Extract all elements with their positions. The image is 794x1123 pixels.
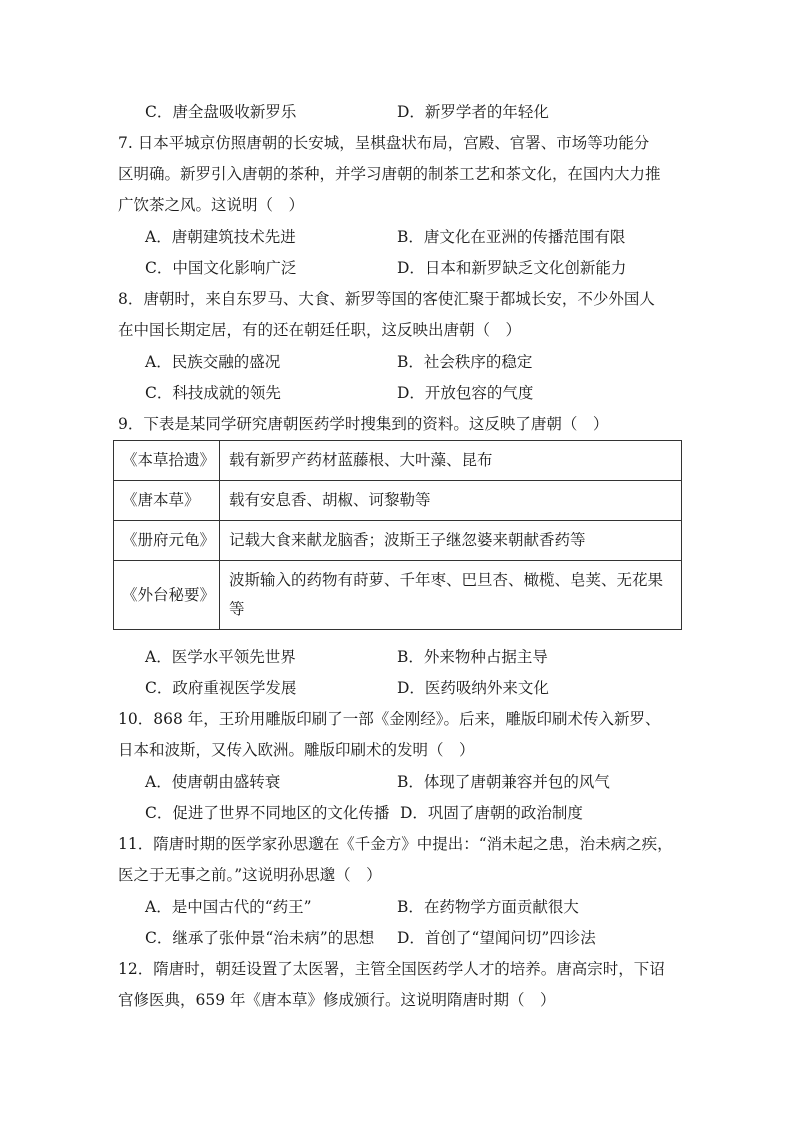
question-text: 10．868 年，王玠用雕版印刷了一部《金刚经》。后来，雕版印刷术传入新罗、 (118, 710, 661, 728)
option-d: D．新罗学者的年轻化 (397, 103, 549, 121)
option-b: B．在药物学方面贡献很大 (397, 898, 579, 916)
option-c: C．科技成就的领先 (145, 384, 281, 402)
option-b: B．体现了唐朝兼容并包的风气 (397, 773, 610, 791)
option-b: B．外来物种占据主导 (397, 648, 548, 666)
table-cell-content: 波斯输入的药物有莳萝、千年枣、巴旦杏、橄榄、皂荚、无花果等 (220, 561, 682, 630)
option-c: C．继承了张仲景“治未病”的思想 (145, 929, 375, 947)
materials-table (113, 440, 682, 630)
option-b: B．社会秩序的稳定 (397, 353, 533, 371)
option-a: A．医学水平领先世界 (145, 648, 296, 666)
option-a: A．唐朝建筑技术先进 (145, 228, 296, 246)
question-text: 7. 日本平城京仿照唐朝的长安城，呈棋盘状布局，宫殿、官署、市场等功能分 (118, 134, 650, 152)
option-a: A．民族交融的盛况 (145, 353, 281, 371)
question-text: 官修医典，659 年《唐本草》修成颁行。这说明隋唐时期（ ） (118, 991, 556, 1009)
option-a: A．是中国古代的“药王” (145, 898, 312, 916)
table-cell-content: 载有新罗产药材蓝藤根、大叶藻、昆布 (220, 441, 682, 481)
option-c: C．唐全盘吸收新罗乐 (145, 103, 297, 121)
question-text: 9．下表是某同学研究唐朝医药学时搜集到的资料。这反映了唐朝（ ） (118, 415, 609, 433)
option-b: B．唐文化在亚洲的传播范围有限 (397, 228, 626, 246)
option-c: C．政府重视医学发展 (145, 679, 297, 697)
question-text: 区明确。新罗引入唐朝的茶种，并学习唐朝的制茶工艺和茶文化，在国内大力推 (118, 165, 661, 183)
table-cell-content: 记载大食来献龙脑香；波斯王子继忽婆来朝献香药等 (220, 521, 682, 561)
question-text: 8．唐朝时，来自东罗马、大食、新罗等国的客使汇聚于都城长安，不少外国人 (118, 290, 655, 308)
table-cell-book: 《外台秘要》 (114, 561, 220, 630)
table-row (114, 521, 682, 561)
table-row (114, 441, 682, 481)
table-row (114, 481, 682, 521)
question-text: 日本和波斯，又传入欧洲。雕版印刷术的发明（ ） (118, 741, 475, 759)
table-cell-book: 《唐本草》 (114, 481, 220, 521)
question-text: 在中国长期定居，有的还在朝廷任职，这反映出唐朝（ ） (118, 321, 522, 339)
table-cell-book: 《本草拾遗》 (114, 441, 220, 481)
option-d: D．医药吸纳外来文化 (397, 679, 549, 697)
option-c: C．促进了世界不同地区的文化传播 (145, 804, 390, 822)
table-cell-book: 《册府元龟》 (114, 521, 220, 561)
option-d: D．巩固了唐朝的政治制度 (400, 804, 583, 822)
option-c: C．中国文化影响广泛 (145, 259, 297, 277)
table-cell-content: 载有安息香、胡椒、诃黎勒等 (220, 481, 682, 521)
option-d: D．日本和新罗缺乏文化创新能力 (397, 259, 627, 277)
table-row (114, 561, 682, 630)
question-text: 11．隋唐时期的医学家孙思邈在《千金方》中提出：“消未起之患，治未病之疾， (118, 835, 673, 853)
option-d: D．首创了“望闻问切”四诊法 (397, 929, 596, 947)
question-text: 12．隋唐时，朝廷设置了太医署，主管全国医药学人才的培养。唐高宗时，下诏 (118, 960, 665, 978)
option-d: D．开放包容的气度 (397, 384, 534, 402)
question-text: 广饮茶之风。这说明（ ） (118, 196, 305, 214)
option-a: A．使唐朝由盛转衰 (145, 773, 281, 791)
question-text: 医之于无事之前。”这说明孙思邈（ ） (118, 866, 382, 884)
